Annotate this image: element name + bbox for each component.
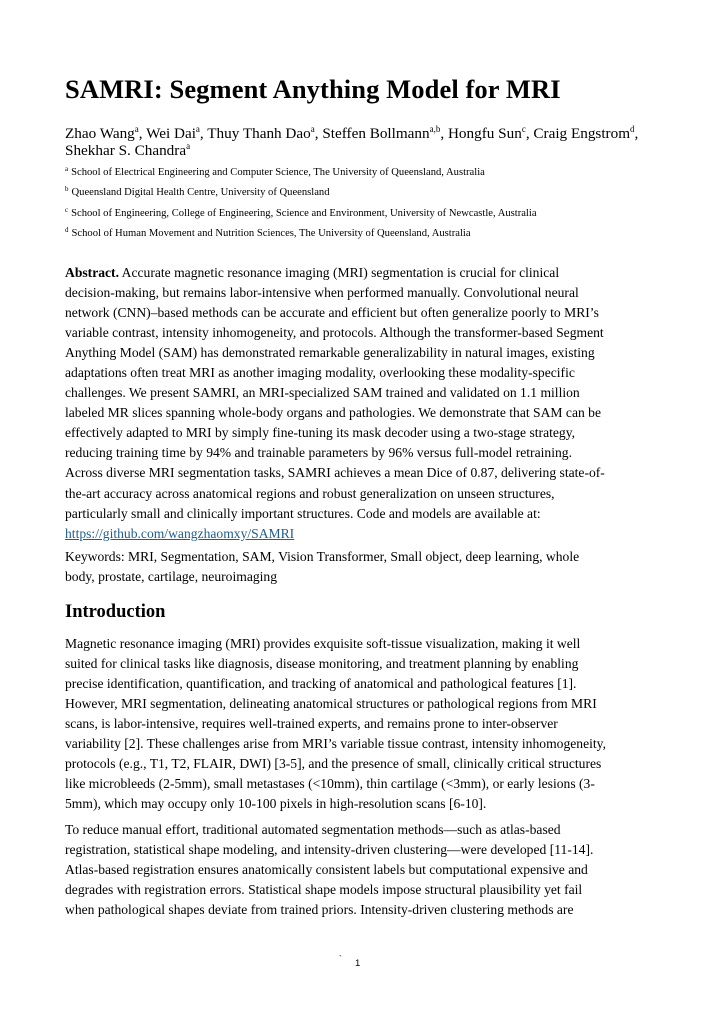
author: [448, 125, 526, 142]
affiliation-mark: a: [65, 165, 69, 173]
paragraph-line: degrades with registration errors. Statistical shape models impose structural plausibility yet fail: [65, 882, 583, 898]
abstract-text: adaptations often treat MRI as another imaging modality, overlooking these modality-specific: [65, 365, 575, 381]
abstract-text: Anything Model (SAM) has demonstrated remarkable generalizability in natural images, existing: [65, 345, 595, 361]
abstract-text: reducing training time by 94% and trainable parameters by 96% versus full-model retraining.: [65, 445, 572, 461]
paragraph-line: Atlas-based registration ensures anatomically consistent labels but computational expensive and: [65, 862, 588, 878]
abstract-line: [65, 403, 665, 423]
affiliation-text: School of Human Movement and Nutrition Sciences, The University of Queensland, Australia: [71, 227, 471, 239]
affiliation: [65, 227, 685, 247]
page-number: 1: [355, 958, 361, 969]
abstract-text: the-art accuracy across anatomical regions and robust generalization on unseen structures,: [65, 485, 555, 501]
author-name: Steffen Bollmann: [322, 125, 430, 142]
affiliation-text: School of Electrical Engineering and Computer Science, The University of Queensland, Australia: [71, 167, 485, 178]
paragraph-line: scans, is labor-intensive, requires well-trained experts, and remains prone to inter-observer: [65, 716, 558, 732]
author-name: Wei Dai: [146, 125, 196, 142]
abstract-line: [65, 363, 665, 383]
paragraph-line: To reduce manual effort, traditional automated segmentation methods—such as atlas-based: [65, 822, 561, 837]
author-name: Shekhar S. Chandra: [65, 142, 187, 159]
abstract-line: [65, 484, 665, 504]
author: [533, 125, 634, 142]
footer-mark: `: [339, 954, 342, 964]
abstract-line: [65, 504, 665, 524]
author-affiliation-mark: a: [310, 124, 315, 134]
paragraph-line: suited for clinical tasks like diagnosis, disease monitoring, and treatment planning by enabling: [65, 656, 579, 672]
introduction-paragraph-1: [65, 634, 665, 814]
author-name: Hongfu Sun: [447, 125, 522, 142]
author: [65, 125, 139, 142]
author-affiliation-mark: d: [630, 124, 635, 134]
abstract-text: network (CNN)–based methods can be accurate and efficient but often generalize poorly to MRI’s: [65, 305, 599, 321]
affiliation-list: [65, 166, 685, 247]
paper-title: SAMRI: Segment Anything Model for MRI: [65, 74, 561, 104]
abstract-line: [65, 443, 665, 463]
paragraph-line: precise identification, quantification, and tracking of anatomical and pathological features [1].: [65, 676, 577, 692]
abstract-text: variable contrast, intensity inhomogeneity, and protocols. Although the transformer-based Segment: [65, 325, 604, 341]
abstract-line: [65, 283, 665, 303]
author-name: Craig Engstrom: [533, 125, 631, 142]
author-list: Zhao Wang$^a$, Wei Dai$^a$, Thuy Thanh Dao$^a$, Steffen Bollmann$^{a,b}$, Hongfu Sun$^c$, Craig Engstrom$^d$, Shekhar S. Chandra$^a$: [65, 124, 639, 159]
author-affiliation-mark: a: [195, 124, 200, 134]
affiliation: [65, 186, 685, 206]
abstract-text: Across diverse MRI segmentation tasks, SAMRI achieves a mean Dice of 0.87, delivering state-of-: [65, 465, 605, 481]
author: [322, 125, 440, 142]
abstract-line: [65, 303, 665, 323]
paragraph-line: when pathological shapes deviate from trained priors. Intensity-driven clustering methods are: [65, 902, 574, 918]
paragraph-line: However, MRI segmentation, delineating anatomical structures or pathological regions from MRI: [65, 696, 597, 712]
code-repository-link[interactable]: https://github.com/wangzhaomxy/SAMRI: [65, 525, 295, 541]
abstract-line: [65, 463, 665, 483]
author-affiliation-mark: c: [521, 124, 526, 134]
affiliation-mark: b: [65, 185, 69, 194]
affiliation-mark: d: [65, 225, 69, 234]
paragraph-line: 5mm), which may occupy only 10-100 pixels in high-resolution scans [6-10].: [65, 796, 487, 812]
affiliation: [65, 166, 685, 186]
paragraph-line: variability [2]. These challenges arise from MRI’s variable tissue contrast, intensity inhomogeneity,: [65, 736, 606, 752]
author-affiliation-mark: a: [186, 141, 191, 151]
author-affiliation-mark: a: [134, 124, 139, 134]
abstract-line: [65, 524, 665, 544]
abstract-text: particularly small and clinically important structures. Code and models are available at:: [65, 505, 541, 521]
abstract-line: [65, 383, 665, 403]
abstract-line: [65, 323, 665, 343]
abstract: [65, 263, 665, 544]
keywords-line: Keywords: MRI, Segmentation, SAM, Vision Transformer, Small object, deep learning, whole: [65, 549, 580, 564]
keywords: [65, 547, 665, 587]
affiliation-text: Queensland Digital Health Centre, University of Queensland: [71, 187, 330, 199]
introduction-heading: Introduction: [65, 602, 166, 622]
introduction-paragraph-2: [65, 820, 665, 920]
paragraph-line: protocols (e.g., T1, T2, FLAIR, DWI) [3-5], and the presence of small, clinically critical structures: [65, 756, 602, 772]
author: [207, 125, 314, 142]
abstract-label: Abstract.: [65, 265, 119, 280]
affiliation: [65, 207, 685, 227]
keywords-line: body, prostate, cartilage, neuroimaging: [65, 569, 278, 585]
abstract-text: Accurate magnetic resonance imaging (MRI) segmentation is crucial for clinical: [118, 265, 560, 280]
author-affiliation-mark: a,b: [429, 124, 441, 134]
paragraph-line: registration, statistical shape modeling, and intensity-driven clustering—were developed [11-14].: [65, 842, 594, 858]
abstract-text: effectively adapted to MRI by simply fine-tuning its mask decoder using a two-stage strategy,: [65, 425, 576, 441]
abstract-line: [65, 343, 665, 363]
affiliation-text: School of Engineering, College of Engineering, Science and Environment, University of Newcastle, Australia: [71, 207, 537, 219]
abstract-text: challenges. We present SAMRI, an MRI-specialized SAM trained and validated on 1.1 million: [65, 385, 580, 401]
author: [65, 142, 190, 159]
author: [146, 125, 200, 142]
abstract-text: decision-making, but remains labor-intensive when performed manually. Convolutional neural: [65, 285, 579, 301]
paragraph-line: Magnetic resonance imaging (MRI) provides exquisite soft-tissue visualization, making it well: [65, 636, 581, 651]
author-name: Zhao Wang: [65, 125, 135, 142]
affiliation-mark: c: [65, 205, 69, 214]
author-name: Thuy Thanh Dao: [207, 125, 311, 142]
abstract-line: [65, 263, 665, 283]
abstract-line: [65, 423, 665, 443]
abstract-text: labeled MR slices spanning whole-body organs and pathologies. We demonstrate that SAM can be: [65, 405, 602, 421]
paragraph-line: like microbleeds (2-5mm), small metastases (<10mm), thin cartilage (<3mm), or early lesions (3-: [65, 776, 595, 792]
